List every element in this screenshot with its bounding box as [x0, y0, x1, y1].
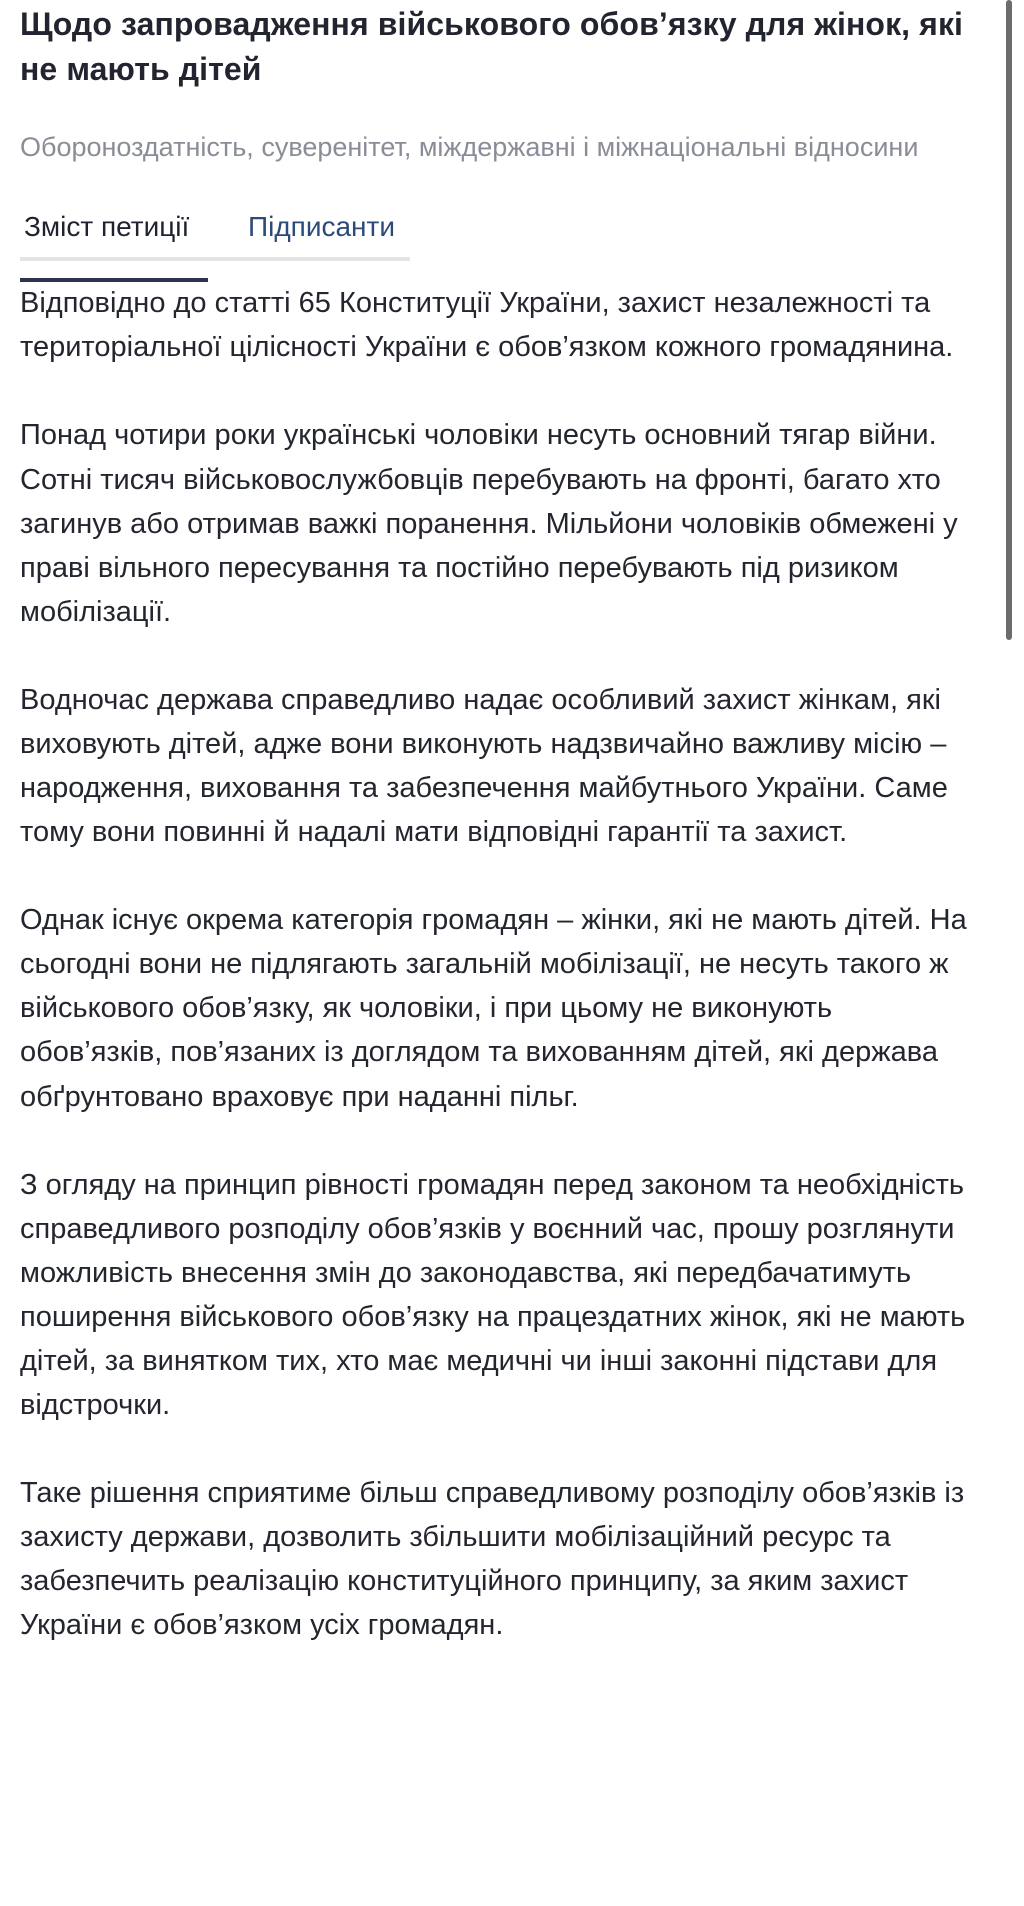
petition-page — [20, 0, 980, 1691]
petition-paragraph: Однак існує окрема категорія громадян – жінки, які не мають дітей. На сьогодні вони не підлягають загальній мобілізації, не несуть такого ж військового обов’язку, як чоловіки, і при цьому не виконують обов’язків, пов’язаних із доглядом та вихованням дітей, які держава обґрунтовано враховує при наданні пільг. — [20, 904, 967, 1113]
scrollbar[interactable] — [1006, 0, 1012, 640]
tab-bar — [20, 209, 410, 261]
petition-paragraph: Понад чотири роки українські чоловіки несуть основний тягар війни. Сотні тисяч військовослужбовців перебувають на фронті, багато хто загинув або отримав важкі поранення. Мільйони чоловіків обмежені у праві вільного пересування та постійно перебувають під ризиком мобілізації. — [20, 419, 958, 628]
petition-category: Обороноздатність, суверенітет, міждержавні і міжнаціональні відносини — [20, 131, 919, 162]
petition-paragraph: З огляду на принцип рівності громадян перед законом та необхідність справедливого розподілу обов’язків у воєнний час, прошу розглянути можливість внесення змін до законодавства, які передбачатимуть поширення військового обов’язку на працездатних жінок, які не мають дітей, за винятком тих, хто має медичні чи інші законні підстави для відстрочки. — [20, 1168, 966, 1421]
petition-paragraph: Таке рішення сприятиме більш справедливому розподілу обов’язків із захисту держави, дозволить збільшити мобілізаційний ресурс та забезпечить реалізацію конституційного принципу, за яким захист України є обов’язком усіх громадян. — [20, 1477, 965, 1642]
tab-signatories[interactable]: Підписанти — [248, 211, 395, 243]
tab-petition-content[interactable]: Зміст петиції — [20, 209, 208, 261]
petition-paragraph: Відповідно до статті 65 Конституції України, захист незалежності та територіальної цілісності України є обов’язком кожного громадянина. — [20, 287, 954, 364]
petition-text — [20, 281, 980, 1647]
petition-paragraph: Водночас держава справедливо надає особливий захист жінкам, які виховують дітей, адже вони виконують надзвичайно важливу місію – народження, виховання та забезпечення майбутнього України. Саме тому вони повинні й надалі мати відповідні гарантії та захист. — [20, 683, 948, 849]
petition-title: Щодо запровадження військового обов’язку для жінок, які не мають дітей — [20, 6, 964, 87]
